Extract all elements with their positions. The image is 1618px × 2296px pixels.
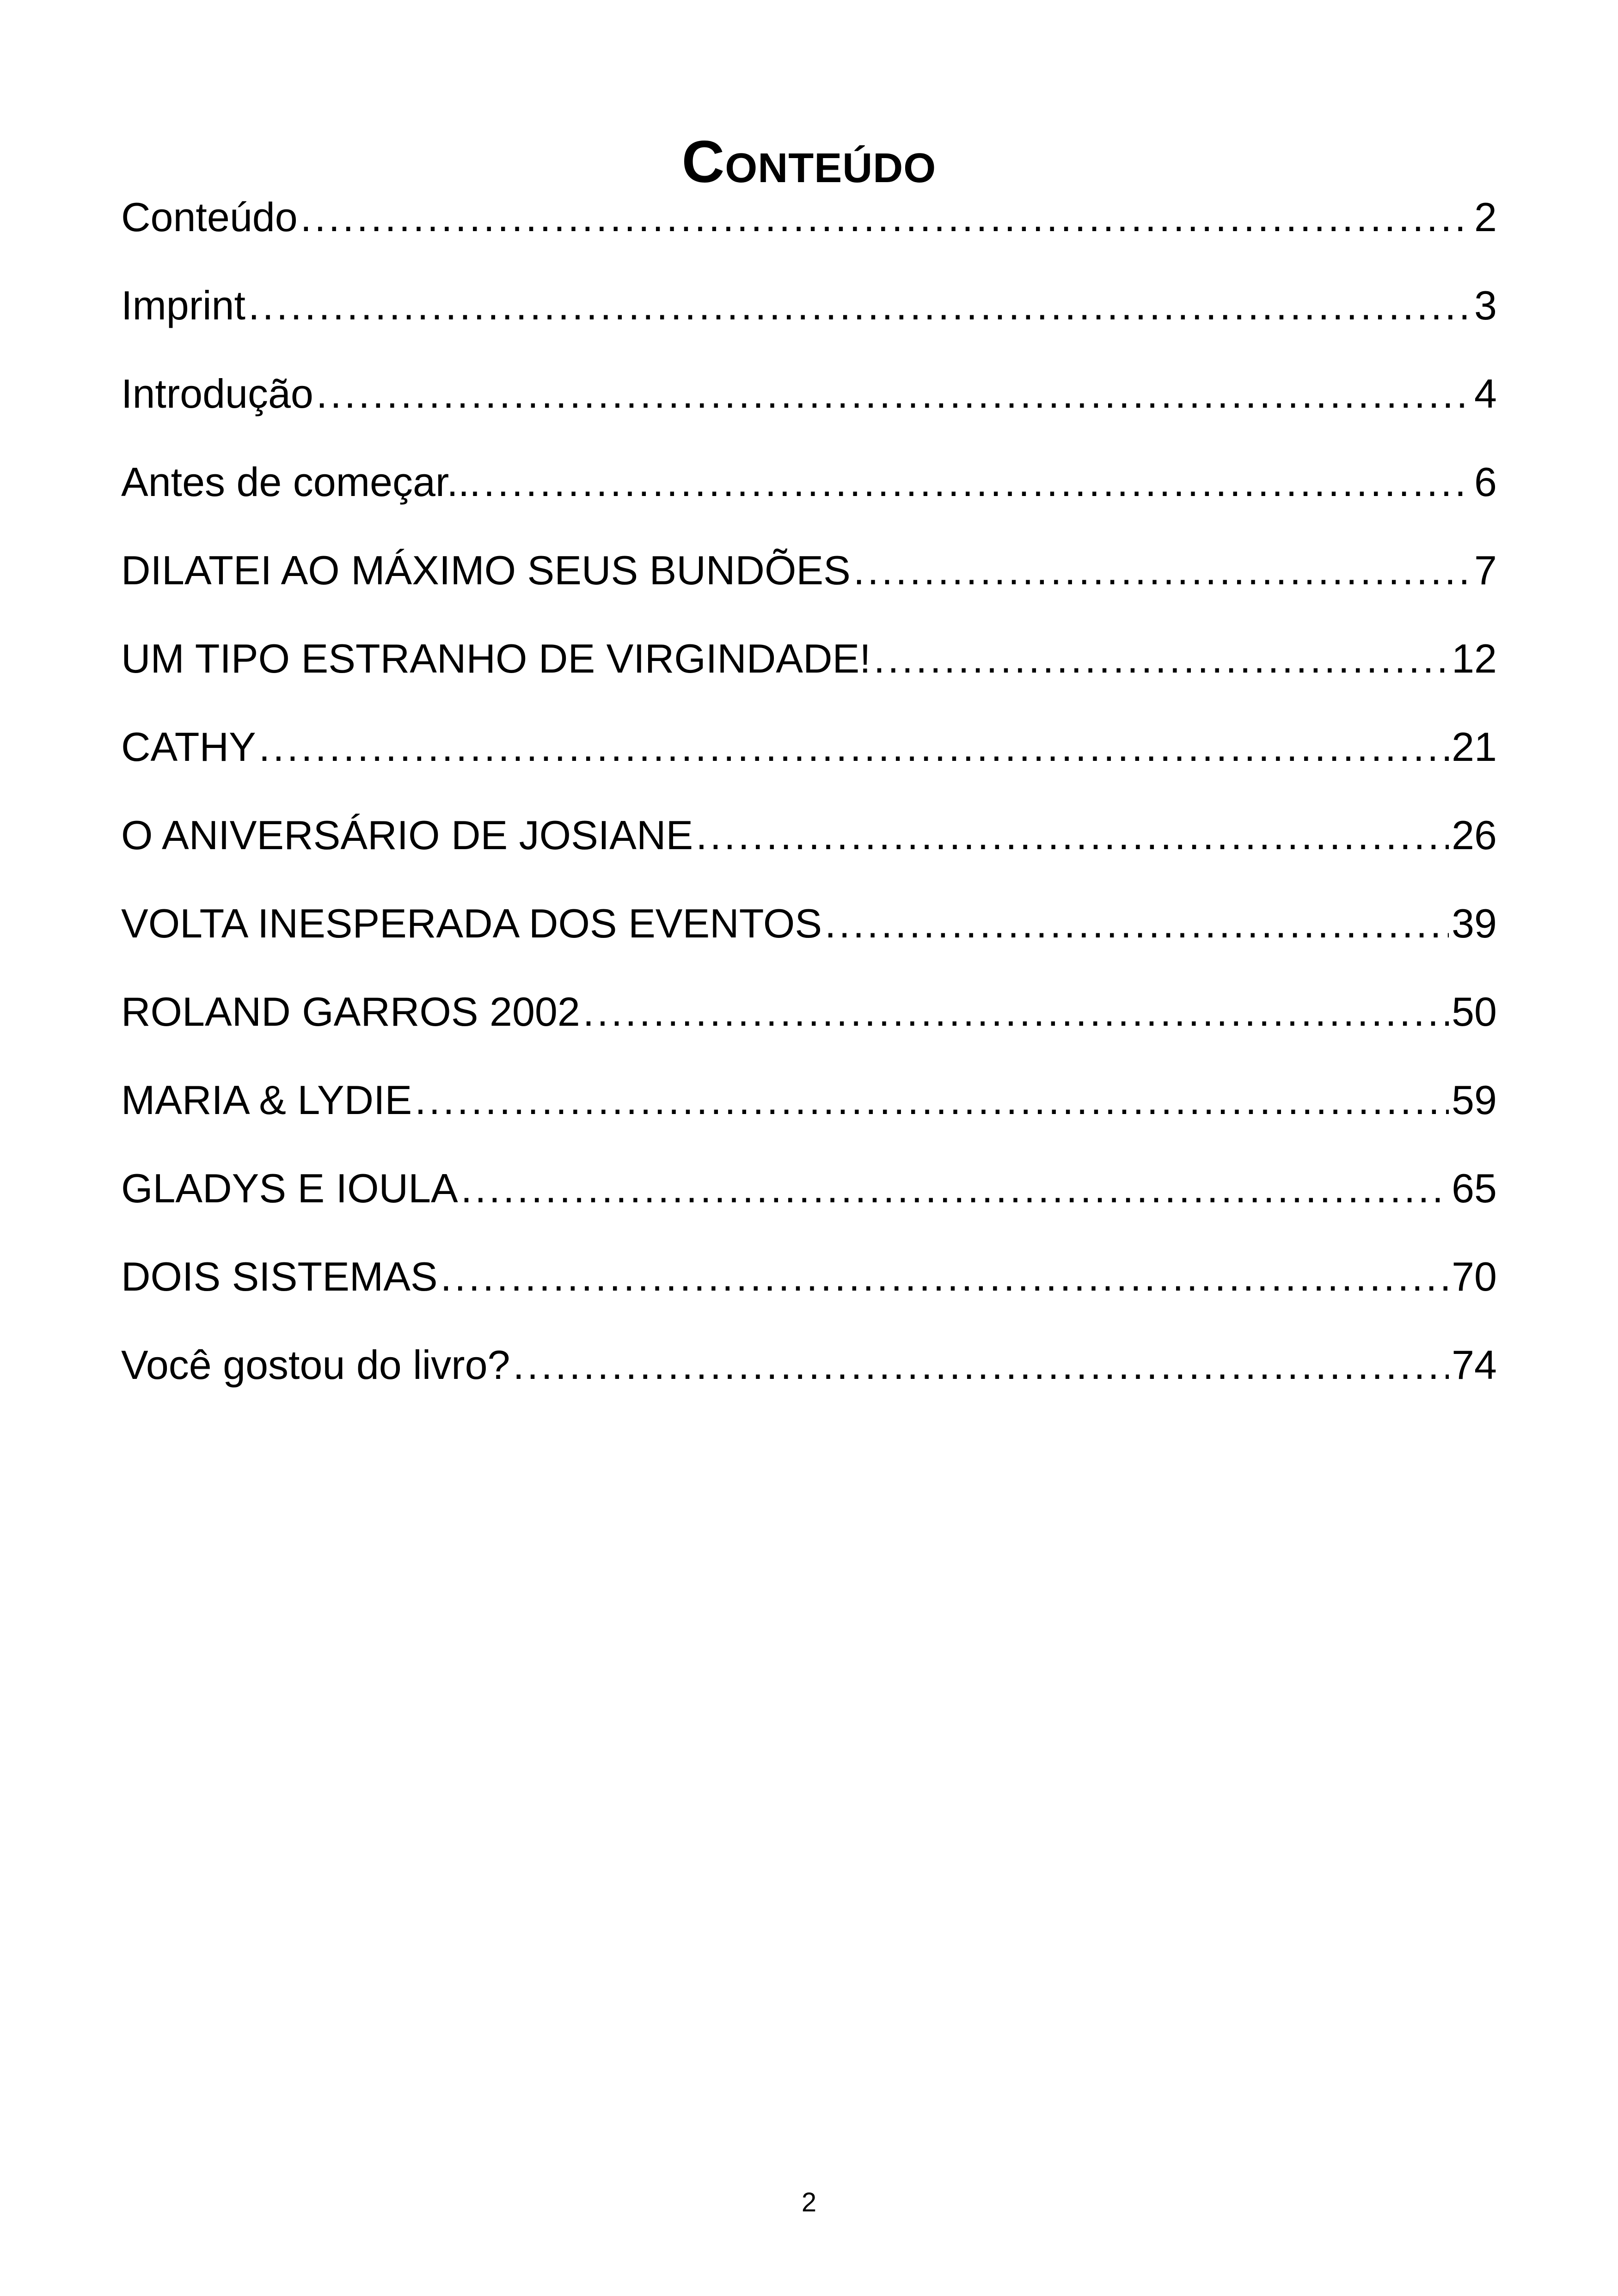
toc-entry-label: Antes de começar... [121,459,481,505]
toc-entry-page: 59 [1452,1077,1497,1123]
toc-dot-leader [874,626,1449,691]
toc-entry-page: 4 [1474,371,1497,416]
toc-entry-label: UM TIPO ESTRANHO DE VIRGINDADE! [121,636,871,681]
toc-entry-page: 12 [1452,636,1497,681]
toc-dot-leader [441,1244,1449,1309]
toc-entry-label: DILATEI AO MÁXIMO SEUS BUNDÕES [121,547,851,593]
toc-entry[interactable] [121,803,1497,891]
toc-entry-page: 74 [1452,1342,1497,1388]
toc-dot-leader [853,538,1471,603]
toc-entry-label: Introdução [121,371,313,416]
toc-dot-leader [461,1156,1449,1221]
toc-entry[interactable] [121,273,1497,361]
toc-entry-page: 2 [1474,194,1497,240]
toc-entry[interactable] [121,1333,1497,1421]
toc-dot-leader [484,450,1471,514]
toc-dot-leader [316,361,1471,426]
toc-entry-label: Você gostou do livro? [121,1342,510,1388]
toc-entry-label: O ANIVERSÁRIO DE JOSIANE [121,812,693,858]
toc-entry-label: Imprint [121,282,245,328]
toc-entry-page: 3 [1474,282,1497,328]
toc-entry[interactable] [121,715,1497,803]
toc-dot-leader [300,185,1471,250]
toc-entry-page: 26 [1452,812,1497,858]
toc-entry-page: 7 [1474,547,1497,593]
toc-entry-label: ROLAND GARROS 2002 [121,989,580,1035]
toc-entry-page: 65 [1452,1165,1497,1211]
toc-entry-page: 6 [1474,459,1497,505]
toc-entry[interactable] [121,185,1497,273]
toc-dot-leader [825,891,1449,956]
toc-entry-page: 70 [1452,1254,1497,1299]
toc-entry[interactable] [121,361,1497,450]
toc-entry[interactable] [121,450,1497,538]
table-of-contents [121,185,1497,1421]
toc-dot-leader [583,980,1449,1044]
toc-entry[interactable] [121,1068,1497,1156]
toc-entry[interactable] [121,538,1497,626]
toc-dot-leader [415,1068,1449,1133]
toc-entry-page: 39 [1452,900,1497,946]
toc-entry[interactable] [121,1244,1497,1333]
toc-entry[interactable] [121,891,1497,980]
toc-dot-leader [248,273,1471,338]
toc-entry-page: 50 [1452,989,1497,1035]
toc-entry-label: Conteúdo [121,194,298,240]
toc-entry-label: MARIA & LYDIE [121,1077,412,1123]
toc-entry[interactable] [121,626,1497,715]
toc-entry[interactable] [121,1156,1497,1244]
toc-entry-label: DOIS SISTEMAS [121,1254,438,1299]
toc-entry-label: CATHY [121,724,256,770]
page-title: Conteúdo [681,129,937,195]
toc-entry[interactable] [121,980,1497,1068]
toc-entry-label: VOLTA INESPERADA DOS EVENTOS [121,900,822,946]
footer-page-number: 2 [801,2187,817,2217]
toc-dot-leader [696,803,1449,868]
toc-dot-leader [259,715,1449,779]
toc-entry-label: GLADYS E IOULA [121,1165,458,1211]
toc-dot-leader [513,1333,1449,1397]
toc-entry-page: 21 [1452,724,1497,770]
